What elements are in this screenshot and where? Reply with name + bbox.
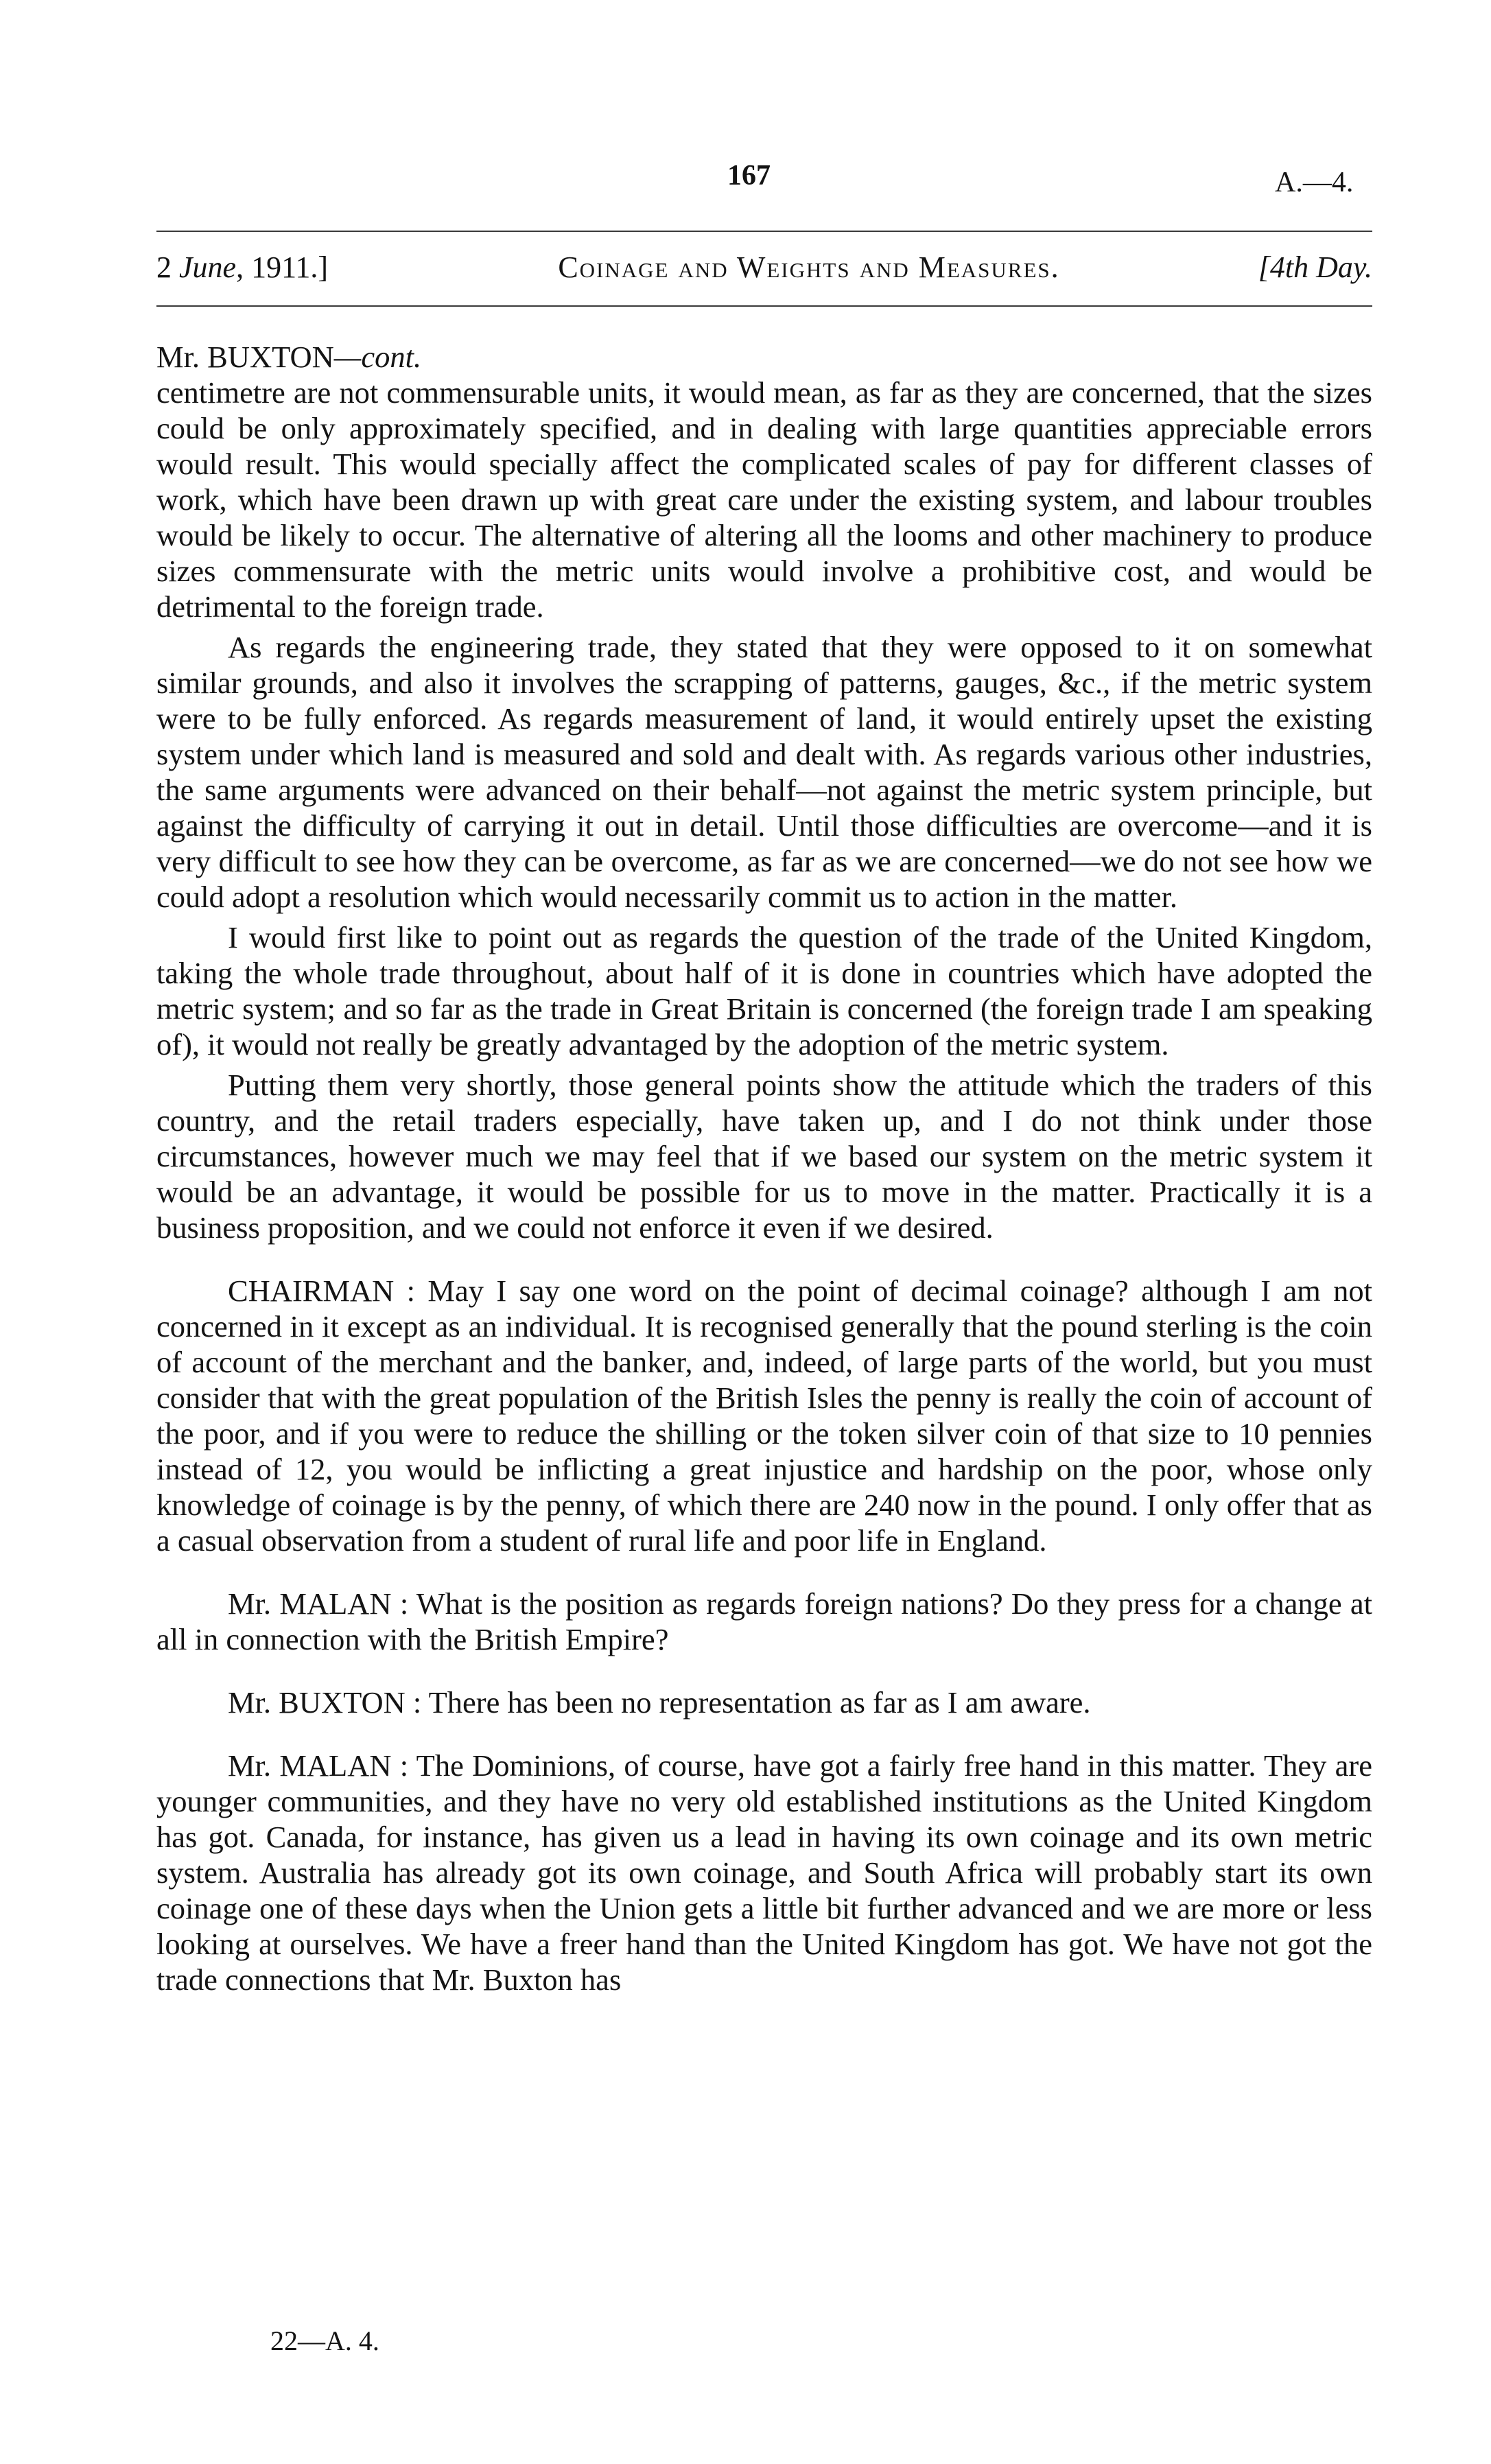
- body-text: [156, 339, 1372, 1997]
- running-head-date: [156, 250, 328, 285]
- speech-speaker: Mr. BUXTON: [228, 1685, 406, 1720]
- running-head: [156, 250, 1372, 291]
- speech-speaker: CHAIRMAN: [228, 1274, 395, 1308]
- page-number: 167: [727, 160, 771, 191]
- printer-signature: 22—A. 4.: [270, 2325, 379, 2356]
- day-prefix: [4: [1258, 250, 1285, 284]
- speech-malan-1: [156, 1586, 1372, 1657]
- speech-buxton: [156, 1685, 1372, 1720]
- paragraph-2: As regards the engineering trade, they stated that they were opposed to it on somewhat similar grounds, and also it involves the scrapping of patterns, gauges, &c., if the metric system were to be fully enforced. As regards measurement of land, it would entirely upset the existing system under which land is measured and sold and dealt with. As regards various other industries, the same arguments were advanced on their behalf—not against the metric system principle, but against the difficulty of carrying it out in detail. Until those difficulties are overcome—and it is very difficult to see how they can be overcome, as far as we are concerned—we do not see how we could adopt a resolution which would necessarily commit us to action in the matter.: [156, 630, 1372, 914]
- speech-speaker: Mr. MALAN: [228, 1748, 392, 1783]
- day-suffix: Day.: [1308, 250, 1372, 284]
- speaker-separator: :: [405, 1685, 429, 1720]
- date-year: , 1911.]: [236, 250, 329, 284]
- speech-malan-2: [156, 1748, 1372, 1997]
- date-month: June: [179, 250, 237, 284]
- continuation-heading: [156, 339, 1372, 375]
- speech-text: May I say one word on the point of decimal coinage? although I am not concerned in it except as an individual. It is recognised generally that the pound sterling is the coin of account of the merchant and the banker, and, indeed, of large parts of the world, but you must consider that with the great population of the British Isles the penny is really the coin of account of the poor, and if you were to reduce the shilling or the token silver coin of that size to 10 pennies instead of 12, you would be inflicting a great injustice and hardship on the poor, whose only knowledge of coinage is by the penny, of which there are 240 now in the pound. I only offer that as a casual observation from a student of rural life and poor life in England.: [156, 1274, 1372, 1558]
- date-day: 2: [156, 250, 179, 284]
- paragraph-4: Putting them very shortly, those general points show the attitude which the traders of this country, and the retail traders especially, have taken up, and I do not think under those circumstances, however much we may feel that if we based our system on the metric system it would be an advantage, it would be possible for us to move in the matter. Practically it is a business proposition, and we could not enforce it even if we desired.: [156, 1068, 1372, 1245]
- running-head-day: [1258, 250, 1372, 285]
- speech-text: The Dominions, of course, have got a fairly free hand in this matter. They are younger communities, and they have no very old established institutions as the United Kingdom has got. Canada, for instance, has given us a lead in having its own coinage and its own metric system. Australia has already got its own coinage, and South Africa will probably start its own coinage one of these days when the Union gets a little bit further advanced and we are more or less looking at ourselves. We have a freer hand than the United Kingdom has got. We have not got the trade connections that Mr. Buxton has: [156, 1748, 1373, 1997]
- speech-text: What is the position as regards foreign nations? Do they press for a change at all in connection with the British Empire?: [156, 1586, 1372, 1656]
- speaker-separator: :: [394, 1274, 428, 1308]
- speaker-separator: :: [391, 1748, 416, 1783]
- document-reference: A.—4.: [1275, 167, 1354, 198]
- speech-speaker: Mr. MALAN: [228, 1586, 392, 1621]
- running-head-title: Coinage and Weights and Measures.: [558, 250, 1060, 284]
- header-rule-top: [156, 231, 1372, 232]
- continuation-speaker: Mr. BUXTON: [156, 340, 334, 374]
- speech-text: There has been no representation as far as I am aware.: [428, 1685, 1091, 1720]
- header-rule-bottom: [156, 305, 1372, 307]
- day-ordinal: th: [1284, 250, 1309, 284]
- continuation-suffix: —cont.: [333, 340, 422, 374]
- speaker-separator: :: [391, 1586, 416, 1621]
- paragraph-3: I would first like to point out as regards the question of the trade of the United Kingdom, taking the whole trade throughout, about half of it is done in countries which have adopted the metric system; and so far as the trade in Great Britain is concerned (the foreign trade I am speaking of), it would not really be greatly advantaged by the adoption of the metric system.: [156, 920, 1372, 1061]
- speech-chairman: [156, 1273, 1372, 1558]
- paragraph-1: centimetre are not commensurable units, it would mean, as far as they are concerned, that the sizes could be only approximately specified, and in dealing with large quantities appreciable errors would result. This would specially affect the complicated scales of pay for different classes of work, which have been drawn up with great care under the existing system, and labour troubles would be likely to occur. The alternative of altering all the looms and other machinery to produce sizes commensurate with the metric units would involve a prohibitive cost, and would be detrimental to the foreign trade.: [156, 375, 1372, 624]
